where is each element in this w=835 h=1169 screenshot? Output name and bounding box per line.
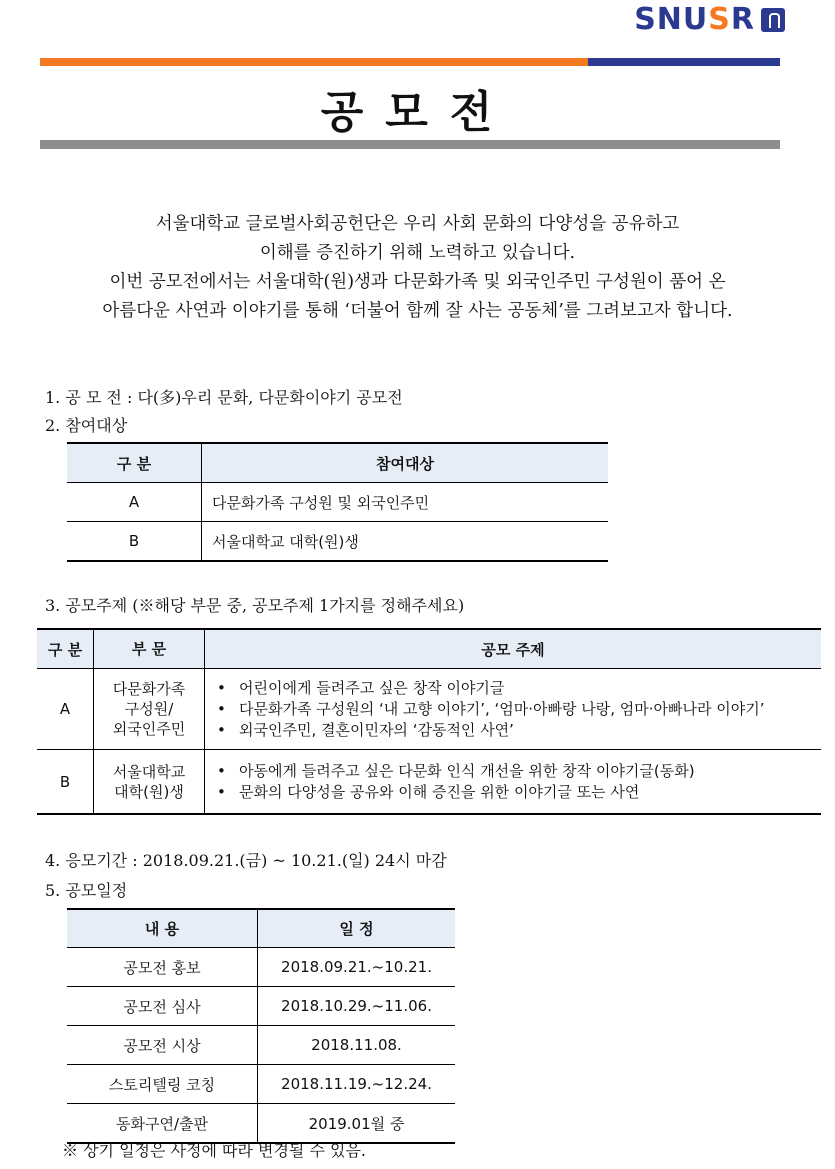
division-line: 다문화가족	[112, 680, 186, 698]
division-line: 구성원/	[124, 700, 174, 718]
division-line: 외국인주민	[112, 720, 186, 738]
participants-table	[67, 442, 608, 562]
header-date: 일 정	[258, 909, 456, 948]
topic-item: • 다문화가족 구성원의 ‘내 고향 이야기’, ‘엄마·아빠랑 나랑, 엄마·아빠나라 이야기’	[217, 699, 821, 720]
row-participants: 서울대학교 대학(원)생	[202, 522, 609, 562]
row-division	[94, 750, 205, 815]
row-topics	[205, 750, 822, 815]
logo-text-r: R	[730, 2, 755, 37]
row-category: A	[67, 483, 202, 522]
schedule-date: 2019.01월 중	[258, 1104, 456, 1144]
intro-paragraph	[30, 210, 805, 326]
topics-table	[37, 628, 821, 815]
row-category: A	[37, 669, 94, 750]
schedule-item: 동화구연/출판	[67, 1104, 258, 1144]
header-participants: 참여대상	[202, 443, 609, 483]
header-category: 구 분	[67, 443, 202, 483]
row-category: B	[67, 522, 202, 562]
header-category: 구 분	[37, 629, 94, 669]
section-3-topics: 3. 공모주제 (※해당 부문 중, 공모주제 1가지를 정해주세요)	[45, 596, 465, 615]
table-row	[67, 522, 608, 562]
table-row	[67, 483, 608, 522]
division-line: 대학(원)생	[114, 782, 184, 801]
table-header-row	[67, 909, 455, 948]
row-topics	[205, 669, 822, 750]
intro-line: 서울대학교 글로벌사회공헌단은 우리 사회 문화의 다양성을 공유하고	[155, 214, 680, 234]
navy-bar	[588, 58, 780, 66]
intro-line: 이번 공모전에서는 서울대학(원)생과 다문화가족 및 외국인주민 구성원이 품어 온	[109, 272, 726, 292]
intro-line: 이해를 증진하기 위해 노력하고 있습니다.	[259, 243, 576, 263]
logo-text-s: S	[708, 2, 731, 37]
header-topic: 공모 주제	[205, 629, 822, 669]
schedule-item: 스토리텔링 코칭	[67, 1065, 258, 1104]
topic-item: • 어린이에게 들려주고 싶은 창작 이야기글	[217, 678, 821, 699]
schedule-date: 2018.11.08.	[258, 1026, 456, 1065]
header-content: 내 용	[67, 909, 258, 948]
schedule-note: ※ 상기 일정은 사정에 따라 변경될 수 있음.	[62, 1141, 366, 1160]
page-title: 공모전	[320, 87, 515, 138]
topic-item: • 아동에게 들려주고 싶은 다문화 인식 개선을 위한 창작 이야기글(동화)	[217, 761, 821, 782]
schedule-date: 2018.11.19.~12.24.	[258, 1065, 456, 1104]
table-row	[37, 669, 821, 750]
schedule-date: 2018.09.21.~10.21.	[258, 948, 456, 987]
section-1-contest: 1. 공 모 전 : 다(多)우리 문화, 다문화이야기 공모전	[45, 388, 403, 407]
header-division: 부 문	[94, 629, 205, 669]
title-divider	[40, 140, 780, 149]
table-row	[37, 750, 821, 815]
schedule-item: 공모전 홍보	[67, 948, 258, 987]
section-4-period: 4. 응모기간 : 2018.09.21.(금) ~ 10.21.(일) 24시 마감	[45, 851, 447, 870]
schedule-item: 공모전 심사	[67, 987, 258, 1026]
snusr-logo	[634, 2, 785, 37]
section-5-schedule: 5. 공모일정	[45, 881, 128, 900]
top-color-bar	[40, 58, 780, 66]
table-row	[67, 1065, 455, 1104]
division-line: 서울대학교	[112, 762, 186, 781]
table-row	[67, 1026, 455, 1065]
topic-item: • 문화의 다양성을 공유와 이해 증진을 위한 이야기글 또는 사연	[217, 782, 821, 803]
logo-text-snu: SNU	[634, 2, 709, 37]
orange-bar	[40, 58, 588, 66]
table-row	[67, 948, 455, 987]
row-category: B	[37, 750, 94, 815]
row-division	[94, 669, 205, 750]
table-row	[67, 987, 455, 1026]
topic-item: • 외국인주민, 결혼이민자의 ‘감동적인 사연’	[217, 720, 821, 741]
intro-line: 아름다운 사연과 이야기를 통해 ‘더불어 함께 잘 사는 공동체’를 그려보고자 합니다.	[102, 301, 733, 321]
table-header-row	[37, 629, 821, 669]
table-header-row	[67, 443, 608, 483]
row-participants: 다문화가족 구성원 및 외국인주민	[202, 483, 609, 522]
key-icon	[761, 8, 785, 32]
schedule-date: 2018.10.29.~11.06.	[258, 987, 456, 1026]
section-2-participants: 2. 참여대상	[45, 416, 128, 435]
schedule-table	[67, 908, 455, 1144]
schedule-item: 공모전 시상	[67, 1026, 258, 1065]
